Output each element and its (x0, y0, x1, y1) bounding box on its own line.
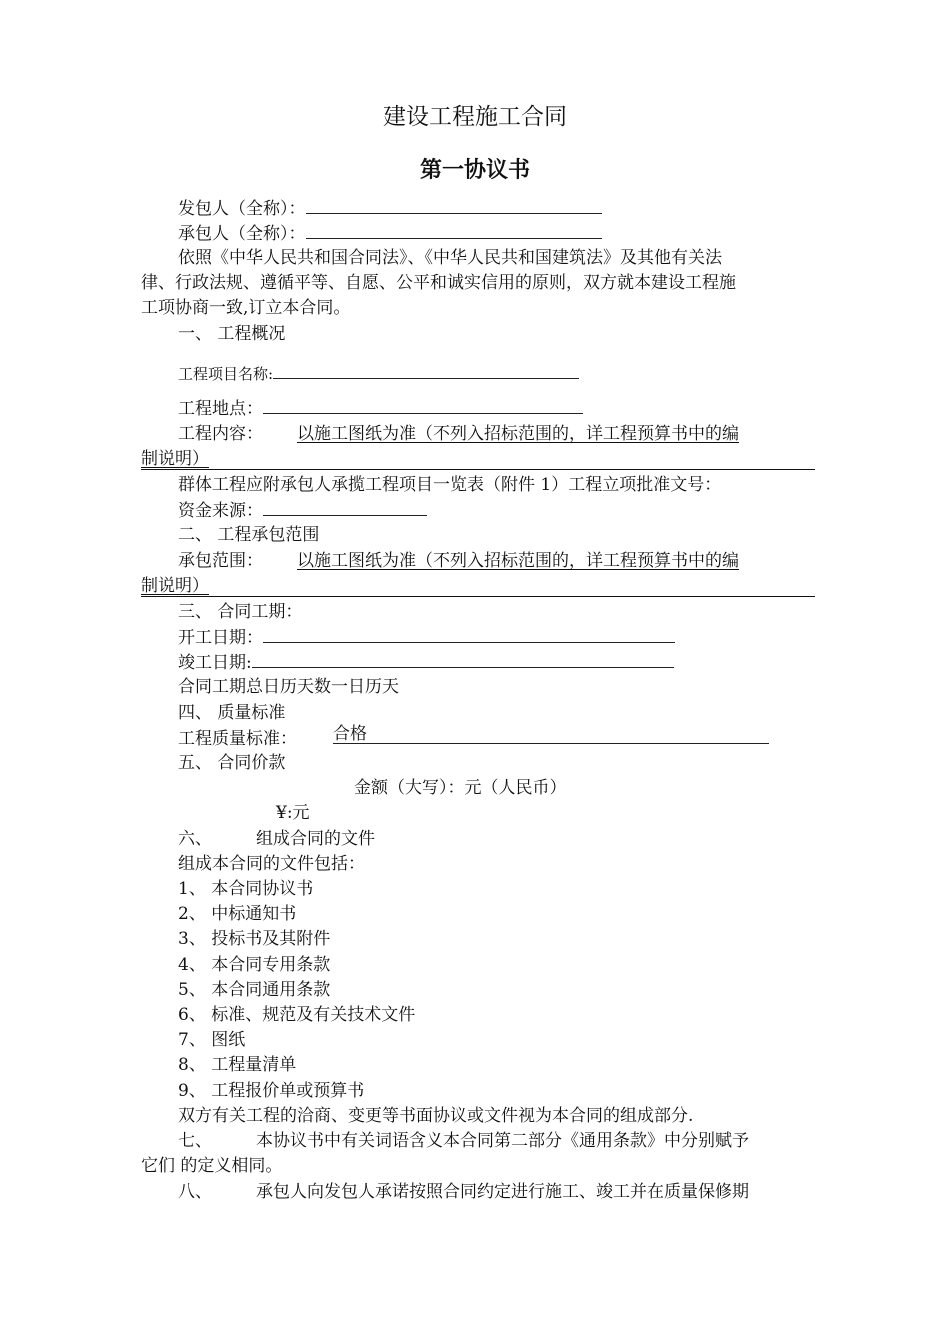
fund-label: 资金来源： (178, 501, 263, 521)
start-date-line (178, 625, 675, 651)
employer-line (178, 196, 602, 222)
scope-value-2: 制说明） (141, 576, 209, 596)
location-label: 工程地点： (178, 399, 263, 419)
list-item: 4、 本合同专用条款 (178, 955, 331, 975)
content-label: 工程内容： (178, 424, 263, 444)
section8-number: 八、 (178, 1182, 212, 1202)
quality-label: 工程质量标准： (178, 729, 297, 749)
end-date-line (178, 650, 674, 676)
section7-line-1 (178, 1129, 749, 1154)
section7-text-1: 本协议书中有关词语含义本合同第二部分《通用条款》中分别赋予 (256, 1131, 749, 1151)
fund-line (178, 498, 427, 524)
section6-heading: 组成合同的文件 (256, 829, 375, 849)
employer-blank (306, 196, 602, 214)
section7-line-2: 它们 的定义相同。 (141, 1156, 283, 1176)
section7-number: 七、 (178, 1131, 212, 1151)
section3-heading: 三、 合同工期： (178, 602, 303, 622)
fund-blank (263, 498, 427, 516)
contractor-blank (306, 221, 602, 239)
list-item: 2、 中标通知书 (178, 904, 297, 924)
quality-line (178, 726, 769, 752)
intro-line-3: 工项协商一致,订立本合同。 (141, 298, 351, 318)
employer-label: 发包人（全称）： (178, 199, 306, 219)
document-title: 建设工程施工合同 (383, 104, 567, 130)
list-item: 6、 标准、规范及有关技术文件 (178, 1005, 416, 1025)
document-subtitle: 第一协议书 (419, 157, 530, 183)
section4-heading: 四、 质量标准 (178, 703, 286, 723)
list-item: 1、 本合同协议书 (178, 879, 314, 899)
project-name-label: 工程项目名称: (178, 365, 274, 383)
project-name-line (178, 362, 579, 387)
content-value-1: 以施工图纸为准（不列入招标范围的，详工程预算书中的编 (297, 424, 739, 444)
scope-value-1: 以施工图纸为准（不列入招标范围的，详工程预算书中的编 (297, 551, 739, 571)
location-line (178, 396, 583, 422)
amount-words: 金额（大写）：元（人民币） (354, 778, 567, 798)
list-item: 5、 本合同通用条款 (178, 980, 331, 1000)
scope-label: 承包范围： (178, 551, 263, 571)
quality-value: 合格 (333, 724, 367, 744)
section5-heading: 五、 合同价款 (178, 753, 286, 773)
list-item: 3、 投标书及其附件 (178, 929, 331, 949)
scope-rule (141, 596, 815, 597)
section6-number: 六、 (178, 829, 212, 849)
section6-lead: 组成本合同的文件包括： (178, 854, 365, 874)
section8-text-1: 承包人向发包人承诺按照合同约定进行施工、竣工并在质量保修期 (256, 1182, 749, 1202)
section1-heading: 一、 工程概况 (178, 324, 286, 344)
content-rule (141, 469, 815, 470)
contractor-line (178, 221, 602, 247)
amount-figure: ¥:元 (276, 803, 310, 823)
group-note: 群体工程应附承包人承揽工程项目一览表（附件 1）工程立项批准文号： (178, 475, 722, 495)
total-days: 合同工期总日历天数一日历天 (178, 677, 399, 697)
section8-line-1 (178, 1180, 749, 1205)
end-date-label: 竣工日期: (178, 653, 252, 673)
intro-line-1: 依照《中华人民共和国合同法》、《中华人民共和国建筑法》及其他有关法 (178, 248, 722, 268)
contractor-label: 承包人（全称）： (178, 224, 306, 244)
start-date-blank (263, 625, 675, 643)
quality-blank (333, 726, 769, 744)
list-item: 9、 工程报价单或预算书 (178, 1081, 365, 1101)
content-line (178, 422, 739, 447)
list-item: 7、 图纸 (178, 1030, 246, 1050)
location-blank (263, 396, 583, 414)
list-item: 8、 工程量清单 (178, 1055, 297, 1075)
end-date-blank (252, 650, 674, 668)
start-date-label: 开工日期： (178, 628, 263, 648)
intro-line-2: 律、行政法规、遵循平等、自愿、公平和诚实信用的原则，双方就本建设工程施 (141, 273, 736, 293)
section6-heading-line (178, 827, 375, 852)
project-name-blank (273, 364, 579, 379)
section2-heading: 二、 工程承包范围 (178, 525, 320, 545)
section6-closing: 双方有关工程的洽商、变更等书面协议或文件视为本合同的组成部分. (178, 1106, 694, 1126)
scope-line (178, 549, 739, 574)
content-value-2: 制说明） (141, 449, 209, 469)
